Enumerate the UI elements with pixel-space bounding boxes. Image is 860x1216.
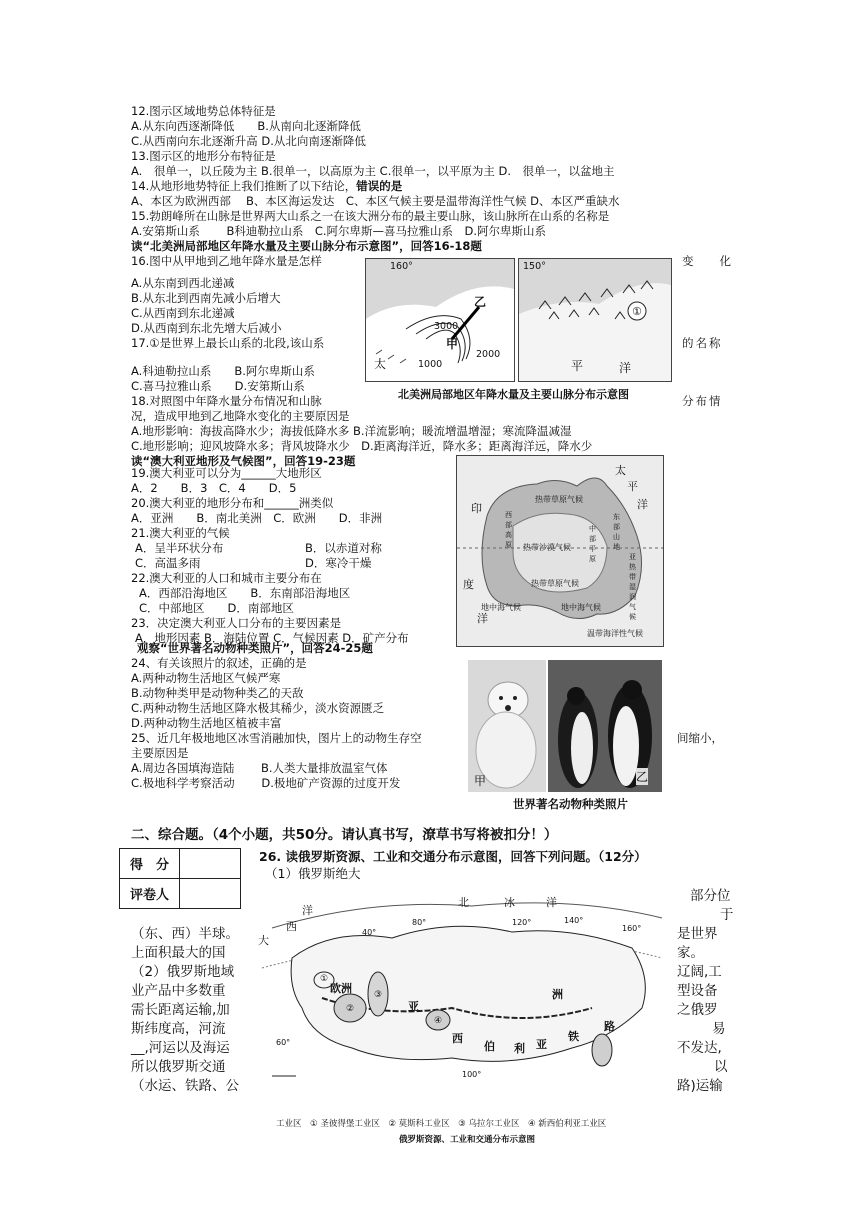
q16-option-b: B.从东北到西南先减小后增大 xyxy=(131,291,281,305)
aus-label-humid-subtropical: 亚热带湿润气候 xyxy=(629,553,636,621)
q26-r10: 以 xyxy=(714,1059,728,1075)
q21-option-a: A．呈半环状分布 xyxy=(135,541,224,555)
q18-stem: 18.对照图中年降水量分布情况和山脉 xyxy=(131,394,322,408)
q26-r5: 辽阔,工 xyxy=(677,964,722,980)
q25-stem-tail: 间缩小， xyxy=(677,731,723,745)
q20-options: A．亚洲 B．南北美洲 C．欧洲 D．非洲 xyxy=(131,511,383,525)
q12-options-2: C.从西南向东北逐渐升高 D.从北向南逐渐降低 xyxy=(131,134,366,148)
q18-options-1: A.地形影响：海拔高降水少；海拔低降水多 B.洋流影响；暖流增温增湿；寒流降温减湿 xyxy=(131,424,572,438)
polar-bear-photo xyxy=(468,660,546,792)
photo-caption: 世界著名动物种类照片 xyxy=(513,797,628,811)
score-cell[interactable] xyxy=(180,849,241,879)
q13-options: A. 很单一，以丘陵为主 B.很单一，以高原为主 C.很单一，以平原为主 D. 很单一，以盆地主 xyxy=(131,164,615,178)
rus-label-da: 大 xyxy=(258,934,269,947)
rus-label-yang2: 洋 xyxy=(302,904,313,917)
q23-options: A．地形因素 B．海陆位置 C．气候因素 D．矿产分布 xyxy=(135,631,409,645)
photo-label-jia: 甲 xyxy=(474,774,487,788)
aus-label-savanna-n: 热带草原气候 xyxy=(535,495,583,504)
map3-caption: 俄罗斯资源、工业和交通分布示意图 xyxy=(399,1135,536,1145)
rus-label-140: 140° xyxy=(564,916,584,925)
q26-r9: 不发达, xyxy=(677,1040,722,1056)
aus-label-central-plain: 中部平原 xyxy=(589,525,596,563)
aus-label-tai: 太 xyxy=(615,464,626,477)
aus-label-ping: 平 xyxy=(627,480,638,493)
reading-prompt-1: 读“北美洲局部地区年降水量及主要山脉分布示意图”，回答16-18题 xyxy=(131,239,482,253)
grader-cell[interactable] xyxy=(180,879,241,909)
penguin-photo xyxy=(548,660,662,792)
q26-r7: 之俄罗 xyxy=(677,1002,718,1018)
q26-r6: 型设备 xyxy=(677,983,718,999)
q26-r4: 家。 xyxy=(677,945,704,961)
australia-terrain-climate-map xyxy=(456,455,664,647)
label-3000: 3000 xyxy=(434,321,459,332)
reading-prompt-3: 观察“世界著名动物种类照片”，回答24-25题 xyxy=(137,641,373,655)
q16-stem-tail: 变 化 xyxy=(682,254,732,268)
q16-option-a: A.从东南到西北递减 xyxy=(131,276,235,290)
q12-stem: 12.图示区域地势总体特征是 xyxy=(131,104,276,118)
q21-stem: 21.澳大利亚的气候 xyxy=(131,526,230,540)
q25-stem: 25、近几年极地地区冰雪消融加快，图片上的动物生存空 xyxy=(131,731,422,745)
aus-label-east-mtn: 东部山地 xyxy=(613,513,620,551)
aus-label-yin: 印 xyxy=(471,502,482,515)
rus-label-ya: 亚 xyxy=(408,1000,419,1013)
q17-stem: 17.①是世界上最长山系的北段,该山系 xyxy=(131,336,325,350)
q26-r3: 是世界 xyxy=(677,926,718,942)
score-label: 得 分 xyxy=(120,849,180,879)
q22-options-1: A．西部沿海地区 B．东南部沿海地区 xyxy=(139,586,351,600)
rus-label-zone-3: ③ xyxy=(374,990,383,1000)
label-jia: 甲 xyxy=(446,337,459,351)
north-america-precip-map xyxy=(365,258,515,382)
q15-options: A.安第斯山系 B科迪勒拉山系 C.阿尔卑斯—喜马拉雅山系 D.阿尔卑斯山系 xyxy=(131,224,547,238)
rus-label-120: 120° xyxy=(512,918,532,927)
q17-options-2: C.喜马拉雅山系 D.安第斯山系 xyxy=(131,379,305,393)
label-mountain-1: ① xyxy=(632,305,642,318)
label-2000: 2000 xyxy=(476,349,501,360)
rus-label-60: 60° xyxy=(276,1038,291,1047)
rus-label-160: 160° xyxy=(622,924,642,933)
rus-label-europe: 欧洲 xyxy=(330,982,352,995)
q16-option-d: D.从西南到东北先增大后减小 xyxy=(131,321,282,335)
q19-options: A．2 B．3 C．4 D．5 xyxy=(131,481,297,495)
q26-l7: 需长距离运输,加 xyxy=(131,1002,230,1018)
q12-options-1: A.从东向西逐渐降低 B.从南向北逐渐降低 xyxy=(131,119,361,133)
q26-l5: （2）俄罗斯地域 xyxy=(131,964,235,980)
q20-stem: 20.澳大利亚的地形分布和______洲类似 xyxy=(131,496,334,510)
q26-l9: __,河运以及海运 xyxy=(131,1040,230,1056)
q26-l4: 上面积最大的国 xyxy=(131,945,226,961)
aus-label-savanna-s: 热带草原气候 xyxy=(531,579,579,588)
q17-options-1: A.科迪勒拉山系 B.阿尔卑斯山系 xyxy=(131,364,315,378)
mountain-shapes xyxy=(519,259,671,381)
rus-label-zone-2: ② xyxy=(346,1004,355,1014)
rus-label-xi: 西 xyxy=(286,920,297,933)
aus-label-med-2: 地中海气候 xyxy=(561,603,601,612)
q25-options-1: A.周边各国填海造陆 B.人类大量排放温室气体 xyxy=(131,761,388,775)
rus-label-rail-lu: 路 xyxy=(604,1020,615,1033)
q25-options-2: C.极地科学考察活动 D.极地矿产资源的过度开发 xyxy=(131,776,401,790)
q18-options-2: C.地形影响；迎风坡降水多；背风坡降水少 D.距离海洋近，降水多；距离海洋远，降水少 xyxy=(131,439,593,453)
north-america-mountain-map xyxy=(518,258,672,382)
rus-label-rail-li: 利 xyxy=(514,1042,525,1055)
grader-label: 评卷人 xyxy=(120,879,180,909)
q21-option-c: C．高温多雨 xyxy=(135,556,201,570)
q26-l3: （东、西）半球。 xyxy=(131,926,239,942)
q18-line-2: 况，造成甲地到乙地降水变化的主要原因是 xyxy=(131,409,350,423)
russia-map xyxy=(252,888,670,1094)
q24-option-d: D.两种动物生活地区植被丰富 xyxy=(131,716,282,730)
q24-option-a: A.两种动物生活地区气候严寒 xyxy=(131,671,281,685)
q18-stem-tail: 分布情 xyxy=(682,394,723,408)
label-160: 160° xyxy=(390,261,413,272)
rus-label-40: 40° xyxy=(362,928,377,937)
russia-map-drawing xyxy=(252,888,670,1094)
q25-line-2: 主要原因是 xyxy=(131,746,189,760)
q24-stem: 24、有关该照片的叙述，正确的是 xyxy=(131,656,307,670)
q21-option-b: B．以赤道对称 xyxy=(305,541,382,555)
q13-stem: 13.图示区的地形分布特征是 xyxy=(131,149,276,163)
rus-label-rail-ya: 亚 xyxy=(536,1038,547,1051)
q26-r2: 于 xyxy=(720,907,734,923)
rus-label-rail-tie: 铁 xyxy=(568,1030,579,1043)
q26-r1: 部分位 xyxy=(690,888,731,904)
q14-options: A、本区为欧洲西部 B、本区海运发达 C、本区气候主要是温带海洋性气候 D、本区严重缺水 xyxy=(131,194,620,208)
q22-options-2: C．中部地区 D．南部地区 xyxy=(139,601,294,615)
rus-label-rail-bo: 伯 xyxy=(484,1040,495,1053)
q26-r11: 路)运输 xyxy=(677,1078,723,1094)
label-1000: 1000 xyxy=(418,359,443,370)
label-150: 150° xyxy=(523,261,546,272)
q23-stem: 23．决定澳大利亚人口分布的主要因素是 xyxy=(131,616,342,630)
aus-label-med-1: 地中海气候 xyxy=(481,603,521,612)
aus-label-yang: 洋 xyxy=(637,498,648,511)
q26-sub1: （1）俄罗斯绝大 xyxy=(265,866,361,881)
rus-label-80: 80° xyxy=(412,918,427,927)
label-yi: 乙 xyxy=(474,295,487,309)
q26-r8: 易 xyxy=(712,1021,726,1037)
rus-label-bei: 北 xyxy=(458,896,469,909)
rus-label-yang: 洋 xyxy=(546,896,557,909)
rus-label-rail-xi: 西 xyxy=(452,1032,463,1045)
rus-label-zone-1: ① xyxy=(320,974,329,984)
q17-stem-tail: 的名称 xyxy=(682,336,723,350)
rus-label-100: 100° xyxy=(462,1070,482,1079)
reading-prompt-2: 读“澳大利亚地形及气候图”，回答19-23题 xyxy=(131,454,356,468)
q24-option-b: B.动物种类甲是动物种类乙的天敌 xyxy=(131,686,304,700)
photo-label-yi: 乙 xyxy=(636,770,649,784)
q16-option-c: C.从西南到东北递减 xyxy=(131,306,235,320)
q26-l11: （水运、铁路、公 xyxy=(131,1078,239,1094)
q26-l6: 业产品中多数重 xyxy=(131,983,226,999)
q19-stem: 19.澳大利亚可以分为______大地形区 xyxy=(131,466,322,480)
q22-stem: 22.澳大利亚的人口和城市主要分布在 xyxy=(131,571,322,585)
label-tai: 太 xyxy=(374,357,387,371)
q21-option-d: D．寒冷干燥 xyxy=(305,556,372,570)
aus-label-west-plateau: 西部高原 xyxy=(505,511,512,549)
label-ping: 平 xyxy=(571,359,584,373)
section-2-heading: 二、综合题。（4个小题，共50分。请认真书写，潦草书写将被扣分！） xyxy=(131,827,558,843)
score-table xyxy=(119,848,241,909)
q26-title: 26. 读俄罗斯资源、工业和交通分布示意图，回答下列问题。（12分） xyxy=(259,849,647,864)
rus-label-zone-4: ④ xyxy=(434,1016,443,1026)
rus-label-bing: 冰 xyxy=(504,896,515,909)
q16-stem: 16.图中从甲地到乙地年降水量是怎样 xyxy=(131,254,322,268)
aus-label-yang2: 洋 xyxy=(477,612,488,625)
rus-label-zhou: 洲 xyxy=(552,988,563,1001)
q14-stem: 14.从地形地势特征上我们推断了以下结论，错误的是 xyxy=(131,179,403,193)
map1-caption: 北美洲局部地区年降水量及主要山脉分布示意图 xyxy=(398,388,629,401)
aus-label-du: 度 xyxy=(463,578,474,591)
q24-option-c: C.两种动物生活地区降水极其稀少，淡水资源匮乏 xyxy=(131,701,385,715)
q26-l8: 斯纬度高，河流 xyxy=(131,1021,226,1037)
aus-label-temperate: 温带海洋性气候 xyxy=(587,629,643,638)
aus-label-desert: 热带沙漠气候 xyxy=(523,543,571,552)
label-yang: 洋 xyxy=(619,361,632,375)
q15-stem: 15.勃朗峰所在山脉是世界两大山系之一在该大洲分布的最主要山脉，该山脉所在山系的名称是 xyxy=(131,209,610,223)
map3-legend: 工业区 ① 圣彼得堡工业区 ② 莫斯科工业区 ③ 乌拉尔工业区 ④ 新西伯利亚工业区 xyxy=(276,1119,607,1129)
q26-l10: 所以俄罗斯交通 xyxy=(131,1059,226,1075)
